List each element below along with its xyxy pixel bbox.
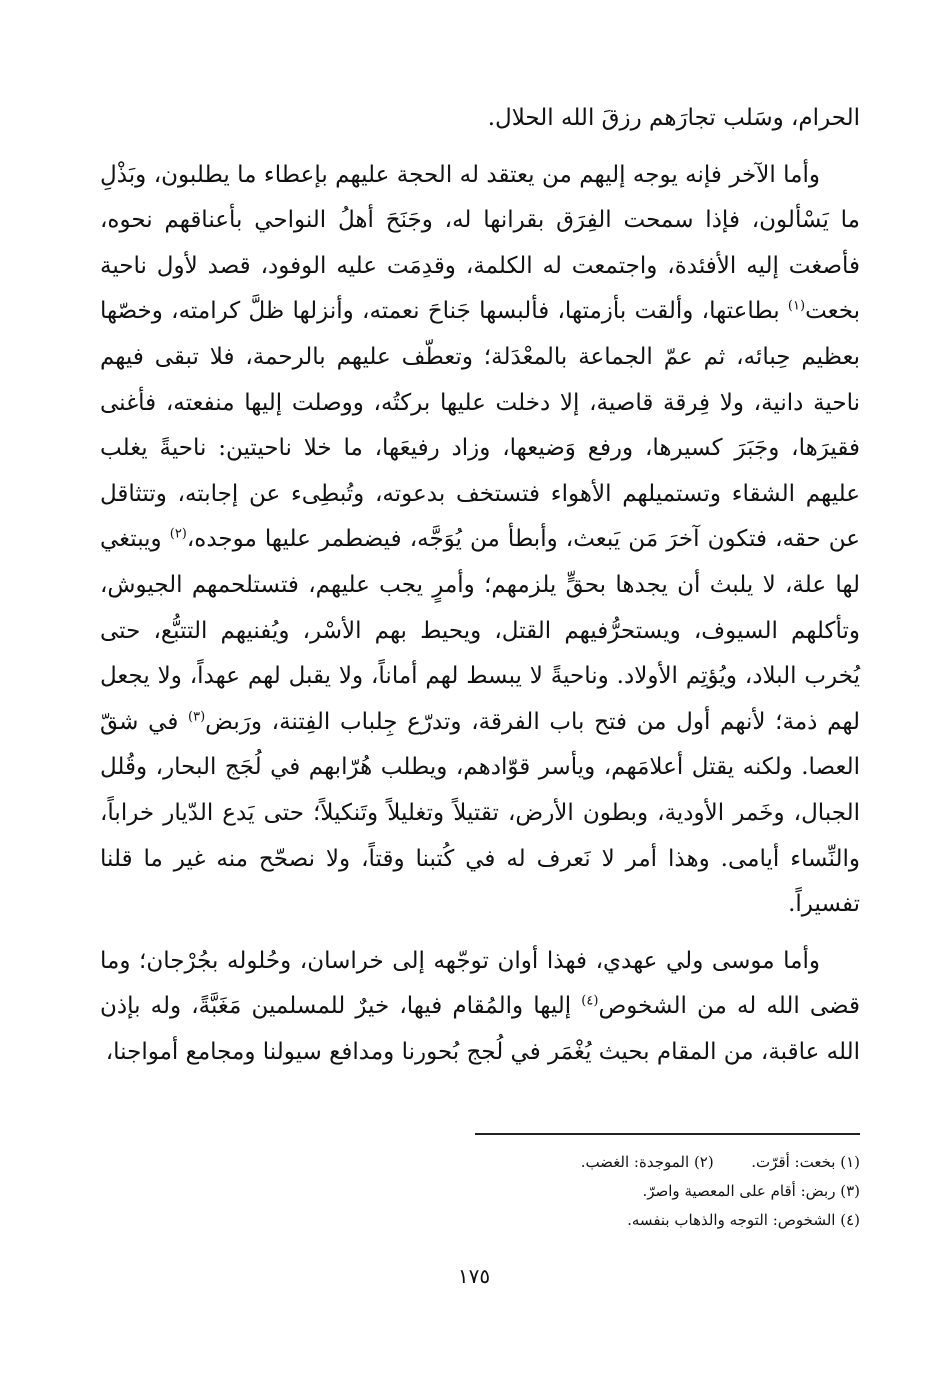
footnote-ref: (٤) <box>581 993 599 1009</box>
footnote-line <box>440 1177 860 1206</box>
paragraph-text: الحرام، وسَلب تجارَهم رزقَ الله الحلال. <box>487 105 860 131</box>
footnote-line <box>440 1148 860 1177</box>
footnote-number: (٣) <box>840 1182 860 1200</box>
page-number: ١٧٥ <box>457 1264 491 1288</box>
footnote-number: (١) <box>840 1153 860 1171</box>
paragraph <box>100 153 860 928</box>
footnote-divider <box>475 1133 860 1135</box>
paragraph-text: وأما موسى ولي عهدي، فهذا أوان توجّهه إلى خراسان، وحُلوله بجُرْجان؛ وما قضى الله له من الشخوص <box>100 947 860 1020</box>
footnote-number: (٤) <box>840 1211 860 1229</box>
footnote-text: الشخوص: التوجه والذهاب بنفسه. <box>627 1211 836 1229</box>
paragraph-text: إليها والمُقام فيها، خيرٌ للمسلمين مَغَبَّةً، وله بإذن الله عاقبة، من المقام بحيث يُغْمَر في لُجج بُحورنا ومدافع سيولنا ومجامع أمواجنا، <box>100 993 860 1065</box>
footnote-text: ربض: أقام على المعصية واصرّ. <box>642 1182 836 1200</box>
footnote-line <box>440 1206 860 1235</box>
paragraph-continuation <box>100 96 860 142</box>
footnote-text: بخعت: أقرّت. <box>751 1153 836 1171</box>
paragraph-text: ويبتغي لها علة، لا يلبث أن يجدها بحقٍّ يلزمهم؛ وأمرٍ يجب عليهم، فتستلحمهم الجيوش، وتأكلهم السيوف، ويستحرُّفيهم القتل، ويحيط بهم الأسْر، ويُفنيهم التتبُّع، حتى يُخرب البلاد، ويُؤتِم الأولاد. وناحيةً لا يبسط لهم أماناً، ولا يقبل لهم عهداً، ولا يجعل لهم ذمة؛ لأنهم أول من فتح باب الفرقة، وتدرّع جِلباب الفِتنة، ورَبض <box>100 526 860 735</box>
footnote-text: الموجدة: الغضب. <box>580 1153 690 1171</box>
paragraph-text: في شقّ العصا. ولكنه يقتل أعلامَهم، ويأسر قوّادهم، ويطلب هُرّابهم في لُجَج البحار، وقُلل الجبال، وخَمر الأودية، وبطون الأرض، تقتيلاً وتغليلاً وتَنكيلاً؛ حتى يَدع الدّيار خراباً، والنِّساء أيامى. وهذا أمر لا نَعرف له في كُتبنا وقتاً، ولا نصحّح منه غير ما قلنا تفسيراً. <box>100 708 861 918</box>
footnote-ref: (٢) <box>169 526 187 542</box>
footnotes <box>440 1148 860 1235</box>
paragraph-text: وأما الآخر فإنه يوجه إليهم من يعتقد له الحجة عليهم بإعطاء ما يطلبون، وبَذْلِ ما يَسْألون، فإذا سمحت الفِرَق بقرانها له، وجَنَحَ أهلُ النواحي بأعناقهم نحوه، فأصغت إليه الأفئدة، واجتمعت له الكلمة، وقدِمَت عليه الوفود، قصد لأول ناحية بخعت <box>100 161 860 325</box>
footnote-ref: (١) <box>787 298 806 314</box>
footnote-number: (٢) <box>693 1153 714 1171</box>
main-text <box>100 96 860 1075</box>
footnote-ref: (٣) <box>188 709 206 725</box>
paragraph-text: بطاعتها، وألقت بأزمتها، فألبسها جَناحَ نعمته، وأنزلها ظلَّ كرامته، وخصّها بعظيم حِبائه، ثم عمّ الجماعة بالمعْدَلة؛ وتعطّف عليهم بالرحمة، فلا تبقى فيهم ناحية دانية، ولا فِرقة قاصية، إلا دخلت عليها بركتُه، ووصلت إليها منفعته، فأغنى فقيرَها، وجَبَرَ كسيرها، ورفع وَضيعها، وزاد رفيعَها، ما خلا ناحيتين: ناحيةً يغلب عليهم الشقاء وتستميلهم الأهواء فتستخف بدعوته، وتُبطِىء عن إجابته، وتتثاقل عن حقه، فتكون آخرَ مَن يَبعث، وأبطأ من يُوَجَّه، فيضطمر عليها موجده، <box>100 298 860 553</box>
paragraph <box>100 939 860 1076</box>
book-page <box>100 96 860 1075</box>
